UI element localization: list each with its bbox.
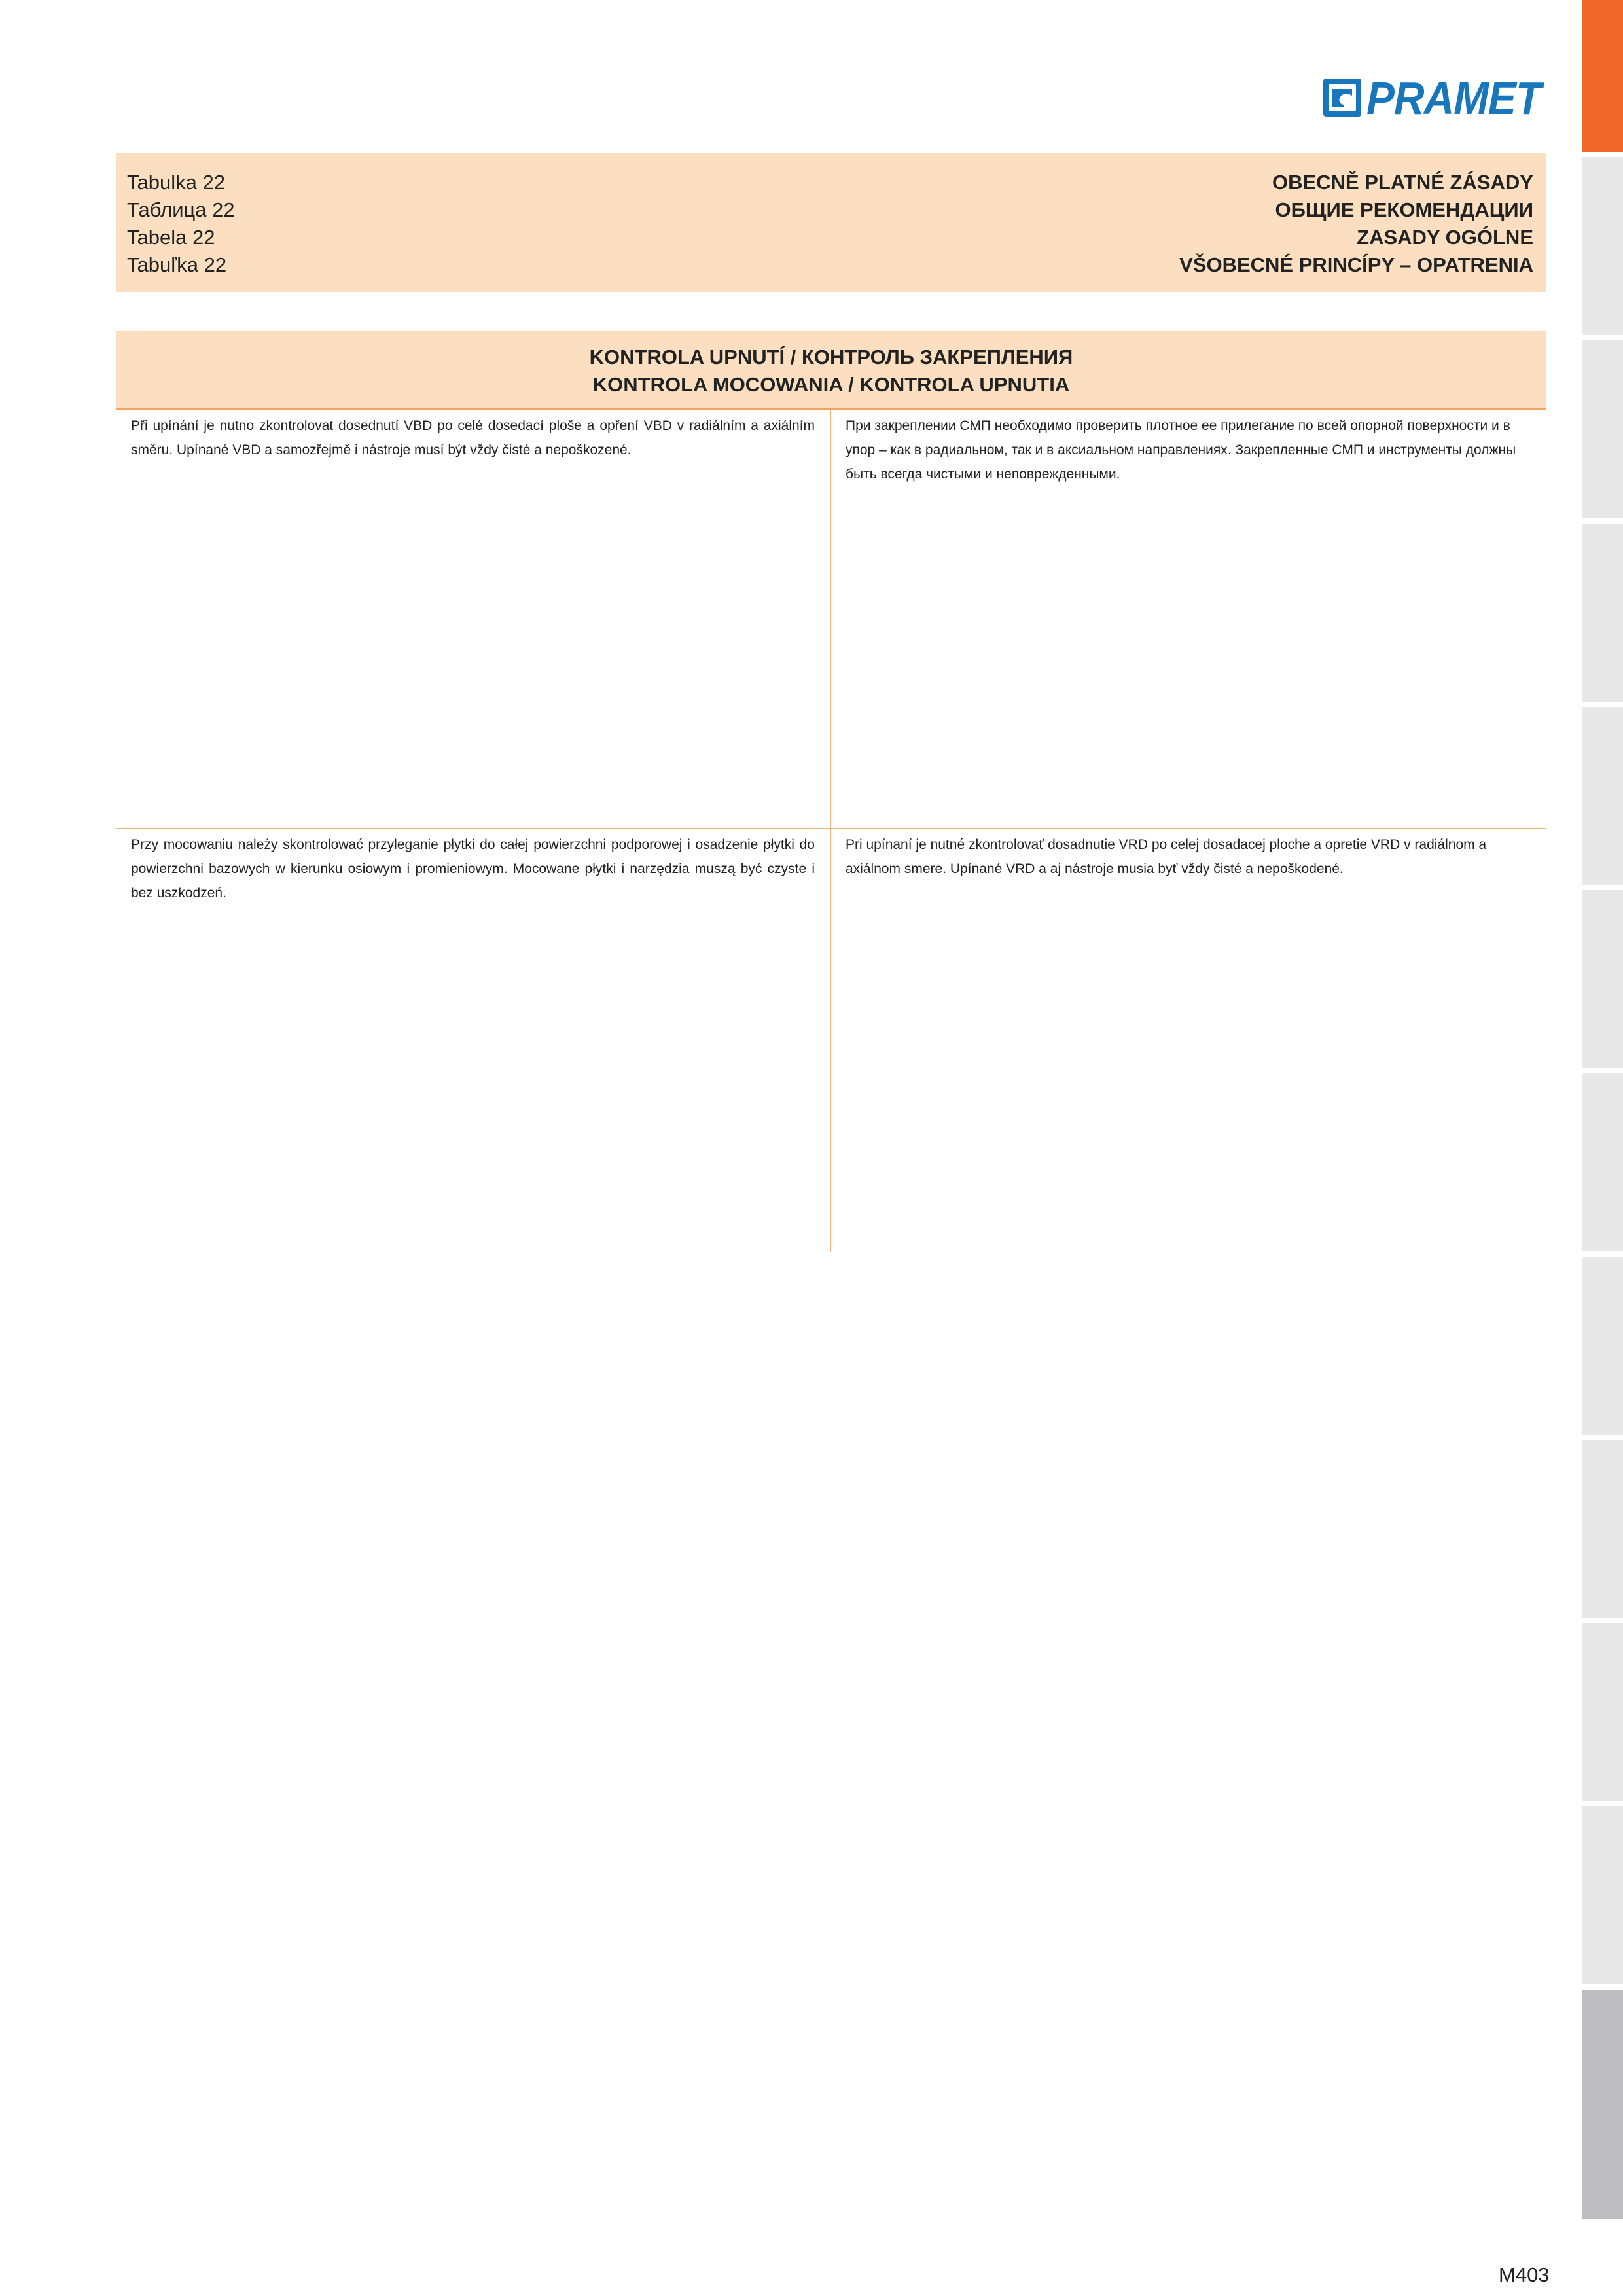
side-tab[interactable] <box>1582 890 1623 1068</box>
section-titles <box>1179 169 1533 279</box>
table-heading <box>116 331 1546 410</box>
header-band <box>116 153 1546 292</box>
section-title: ZASADY OGÓLNE <box>1357 226 1533 249</box>
logo-text: PRAMET <box>1366 73 1541 124</box>
side-tab[interactable] <box>1582 524 1623 702</box>
section-title: OBECNĚ PLATNÉ ZÁSADY <box>1272 171 1533 194</box>
side-tab[interactable] <box>1582 1257 1623 1435</box>
table-labels <box>127 169 235 279</box>
pramet-logo <box>1323 73 1549 124</box>
column-divider <box>830 410 831 1252</box>
table-cell-ru: При закреплении СМП необходимо проверить плотное ее прилегание по всей опорной поверхности и в упор – как в радиальном, так и в аксиальном направлениях. Закрепленные СМП и инструменты должны быть всегда чистыми и неповрежденными. <box>846 418 1516 482</box>
table-cell-sk: Pri upínaní je nutné zkontrolovať dosadnutie VRD po celej dosadacej ploche a opretie VRD v radiálnom a axiálnom smere. Upínané VRD a aj nástroje musia byť vždy čisté a nepoškodené. <box>846 837 1487 876</box>
side-tab[interactable] <box>1582 157 1623 335</box>
side-tab[interactable] <box>1582 340 1623 518</box>
table-cell-pl: Przy mocowaniu należy skontrolować przyleganie płytki do całej powierzchni podporowej i osadzenie płytki do powierzchni bazowych w kierunku osiowym i promieniowym. Mocowane płytki i narzędzia muszą być czyste i bez uszkodzeń. <box>131 837 815 901</box>
side-tab-strip <box>1582 0 1623 2219</box>
side-tab[interactable] <box>1582 707 1623 885</box>
side-tab[interactable] <box>1582 1806 1623 1984</box>
side-tab-active[interactable] <box>1582 0 1623 152</box>
logo-mark-icon <box>1323 76 1363 119</box>
page-number: M403 <box>1499 2263 1550 2286</box>
section-title: ОБЩИЕ РЕКОМЕНДАЦИИ <box>1275 198 1533 221</box>
section-title: VŠOBECNÉ PRINCÍPY – OPATRENIA <box>1179 253 1533 276</box>
side-tab[interactable] <box>1582 1623 1623 1801</box>
table-label: Tabela 22 <box>127 226 215 249</box>
side-tab[interactable] <box>1582 1440 1623 1618</box>
table-label: Таблица 22 <box>127 198 235 221</box>
table-label: Tabuľka 22 <box>127 253 227 276</box>
table-cell-cz: Při upínání je nutno zkontrolovat dosednutí VBD po celé dosedací ploše a opření VBD v radiálním a axiálním směru. Upínané VBD a samozřejmě i nástroje musí být vždy čisté a nepoškozené. <box>131 418 815 457</box>
side-tab[interactable] <box>1582 1073 1623 1251</box>
row-divider <box>116 828 1546 829</box>
table-label: Tabulka 22 <box>127 171 225 194</box>
table-heading-line: KONTROLA UPNUTÍ / КОНТРОЛЬ ЗАКРЕПЛЕНИЯ <box>589 346 1073 368</box>
table-heading-line: KONTROLA MOCOWANIA / KONTROLA UPNUTIA <box>592 373 1070 396</box>
side-tab-dark[interactable] <box>1582 1990 1623 2219</box>
